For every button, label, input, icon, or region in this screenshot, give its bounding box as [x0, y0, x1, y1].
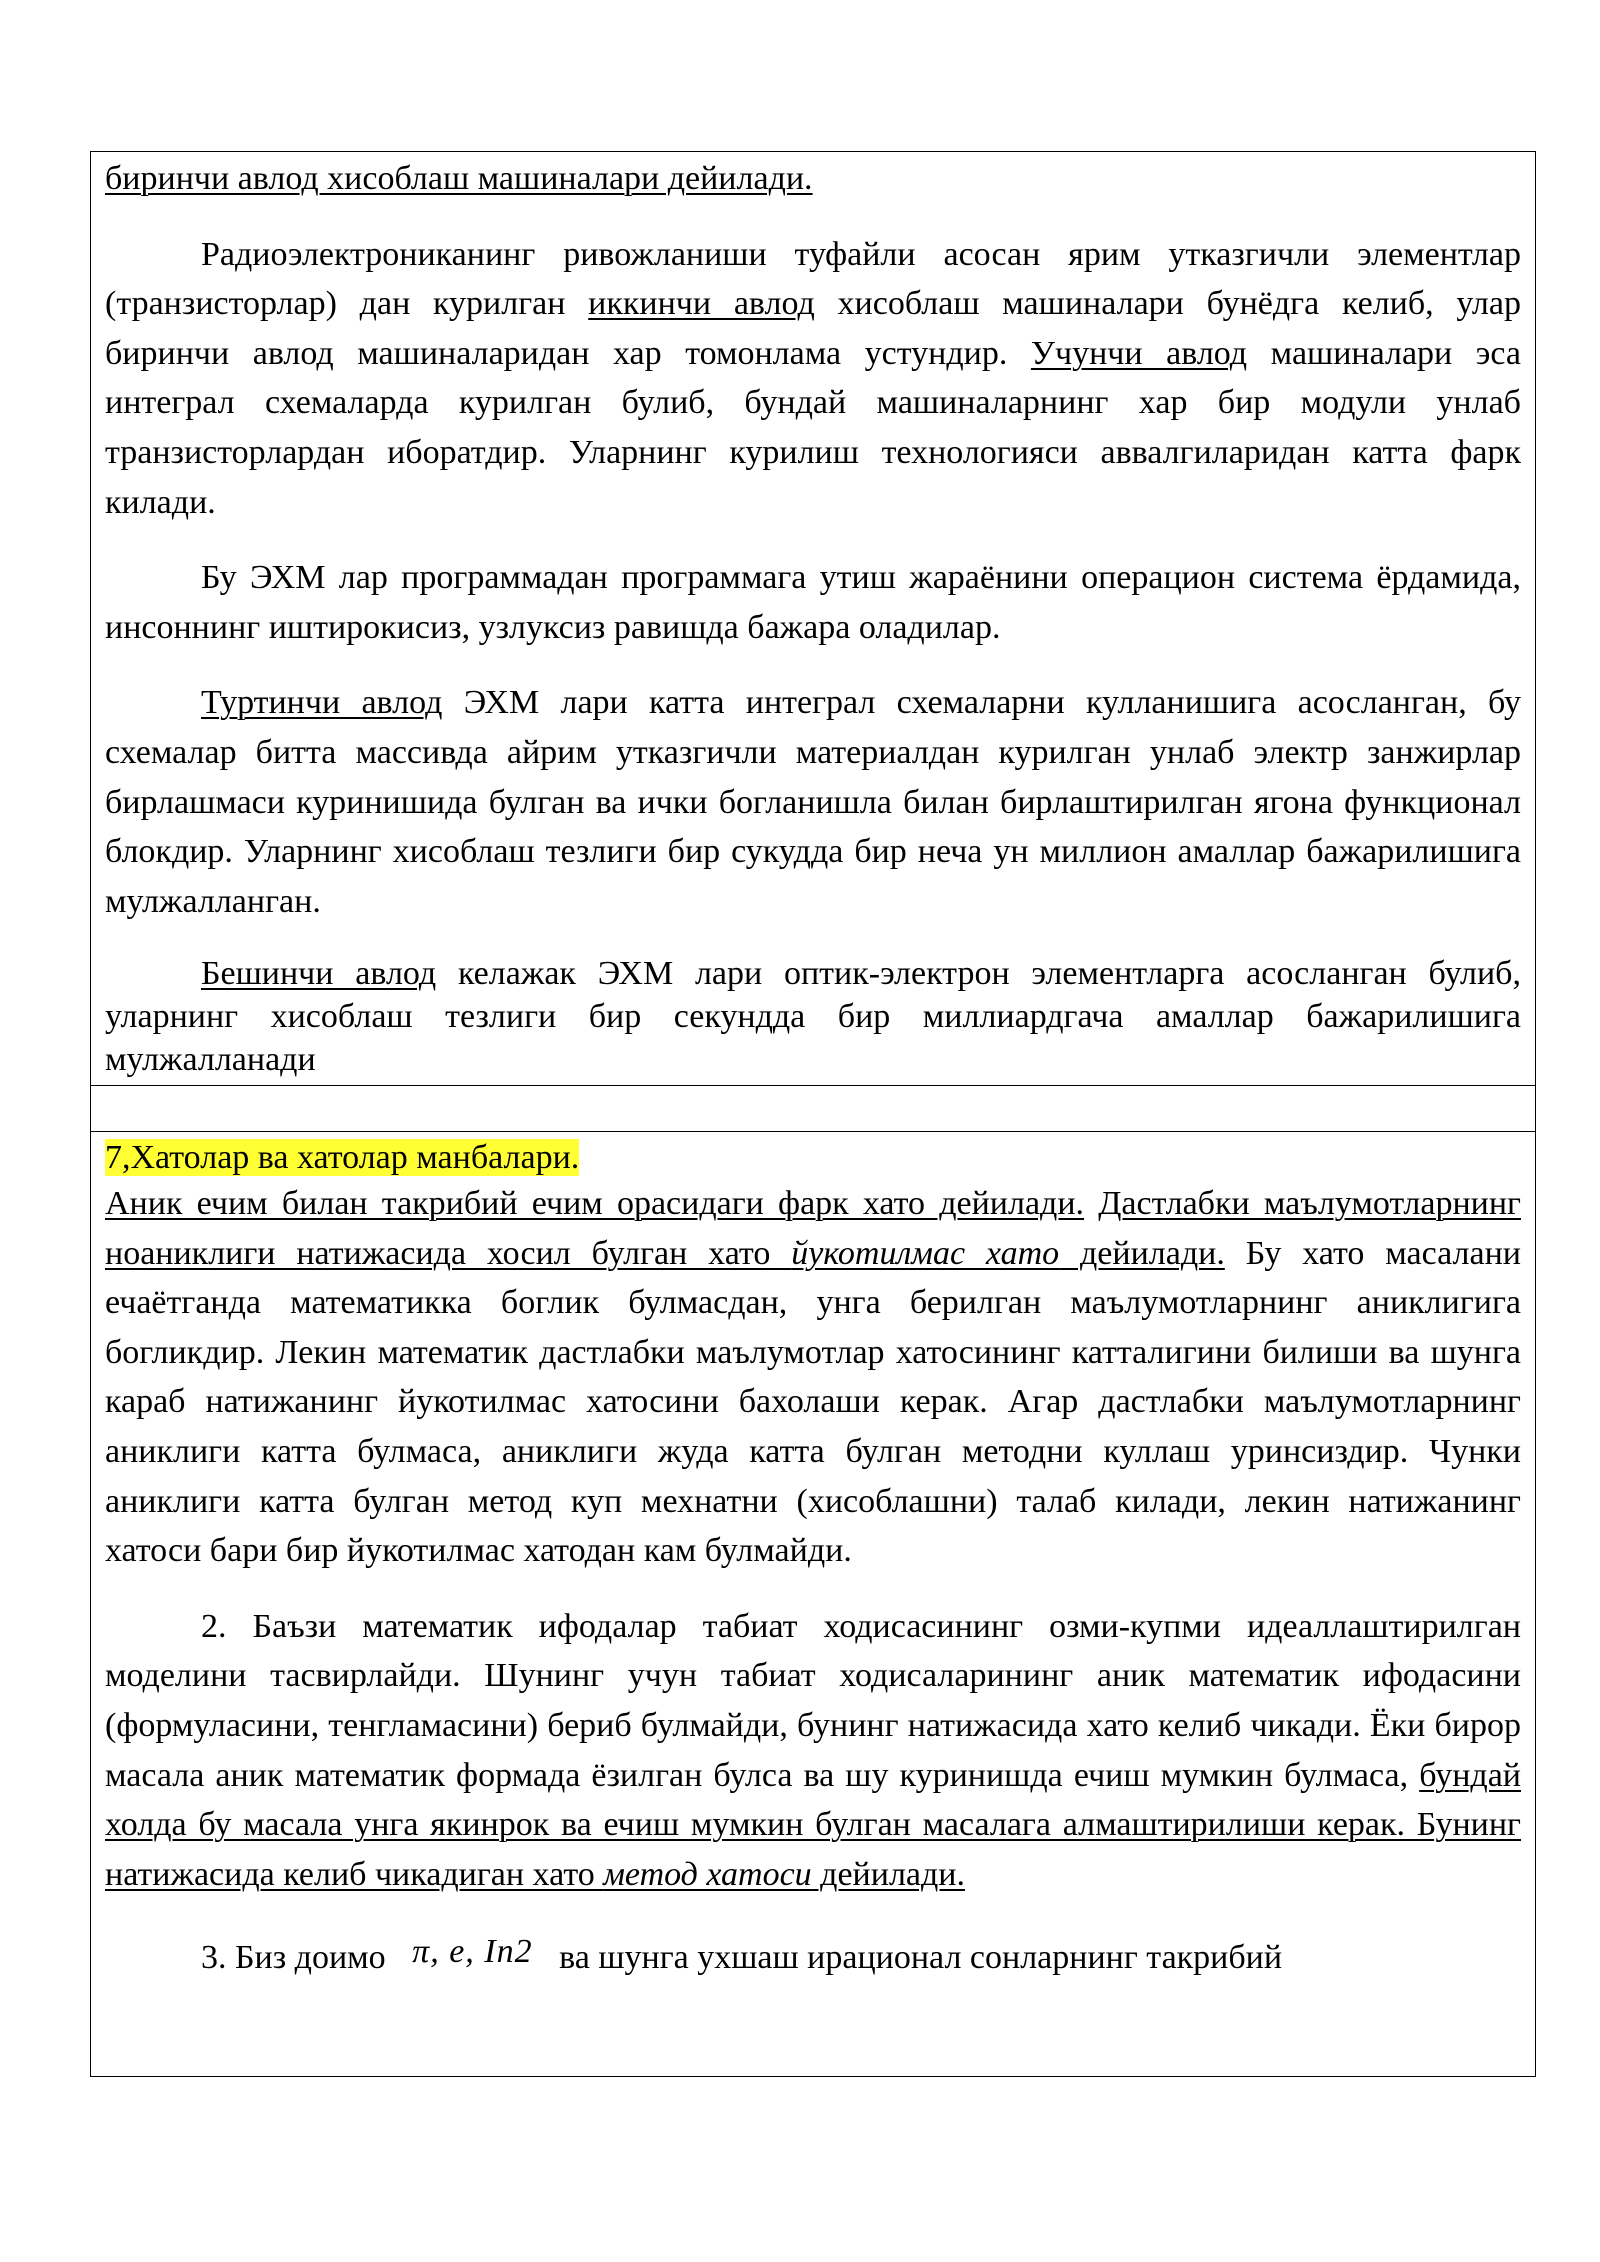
paragraph-method-error: 2. Баъзи математик ифодалар табиат ходисасининг озми-купми идеаллаштирилган моделини тасвирлайди. Шунинг учун табиат ходисаларининг аник математик ифодасини (формуласини, тенгламасини) бериб булмайди, бунинг натижасида хато келиб чикади. Ёки бирор масала аник математик формада ёзилган булса ва шу куринишда ечиш мумкин булмаса, бундай холда бу масала унга якинрок ва ечиш мумкин булган масалага алмаштирилиши керак. Бунинг натижасида келиб чикадиган хато метод хатоси дейилади. — [105, 1607, 1521, 1893]
paragraph-operating-system: Бу ЭХМ лар программадан программага утиш жараёнини операцион система ёрдамида, инсоннинг иштирокисиз, узлуксиз равишда бажара оладилар. — [105, 559, 1521, 646]
formula-constants: π, e, In2 — [412, 1933, 533, 1971]
table-cell-generations — [90, 151, 1536, 1086]
paragraph-irrational-numbers: 3. Биз доимо π, e, In2 ва шунга ухшаш ирационал сонларнинг такрибий — [201, 1933, 1283, 1977]
table-cell-errors — [90, 1132, 1536, 2077]
table-cell-empty — [90, 1086, 1536, 1132]
paragraph-second-third-generation: Радиоэлектрониканинг ривожланиши туфайли асосан ярим утказгичли элементлар (транзисторлар) дан курилган иккинчи авлод хисоблаш машиналари бунёдга келиб, улар биринчи авлод машиналаридан хар томонлама устундир. Учунчи авлод машиналари эса интеграл схемаларда курилган булиб, бундай машиналарнинг хар бир модули унлаб транзисторлардан иборатдир. Уларнинг курилиш технологияси аввалгиларидан катта фарк килади. — [105, 235, 1521, 521]
document-table — [90, 151, 1536, 2077]
top-line: биринчи авлод хисоблаш машиналари дейилади. — [105, 160, 813, 197]
paragraph-fourth-generation: Туртинчи авлод ЭХМ лари катта интеграл схемаларни кулланишига асосланган, бу схемалар битта массивда айрим утказгичли материалдан курилган унлаб электр занжирлар бирлашмаси куринишида булган ва ички богланишла билан бирлаштирилган ягона функционал блокдир. Уларнинг хисоблаш тезлиги бир сукудда бир неча ун миллион амаллар бажарилишига мулжалланган. — [105, 684, 1521, 920]
paragraph-fifth-generation: Бешинчи авлод келажак ЭХМ лари оптик-электрон элементларга асосланган булиб, уларнинг хисоблаш тезлиги бир секундда бир миллиардгача амаллар бажарилишига мулжалланади — [105, 955, 1521, 1079]
paragraph-errors-definition: Аник ечим билан такрибий ечим орасидаги фарк хато дейилади. Дастлабки маълумотларнинг ноаниклиги натижасида хосил булган хато йукотилмас хато дейилади. Бу хато масалани ечаётганда математикка боглик булмасдан, унга берилган маълумотларнинг аниклигига богликдир. Лекин математик дастлабки маълумотлар хатосининг катталигини билиши ва шунга караб натижанинг йукотилмас хатосини бахолаши керак. Агар дастлабки маълумотларнинг аниклиги катта булмаса, аниклиги жуда катта булган методни куллаш уринсиздир. Чунки аниклиги катта булган метод куп мехнатни (хисоблашни) талаб килади, лекин натижанинг хатоси бари бир йукотилмас хатодан кам булмайди. — [105, 1185, 1522, 1570]
section-heading: 7,Хатолар ва хатолар манбалари. — [105, 1139, 580, 1176]
